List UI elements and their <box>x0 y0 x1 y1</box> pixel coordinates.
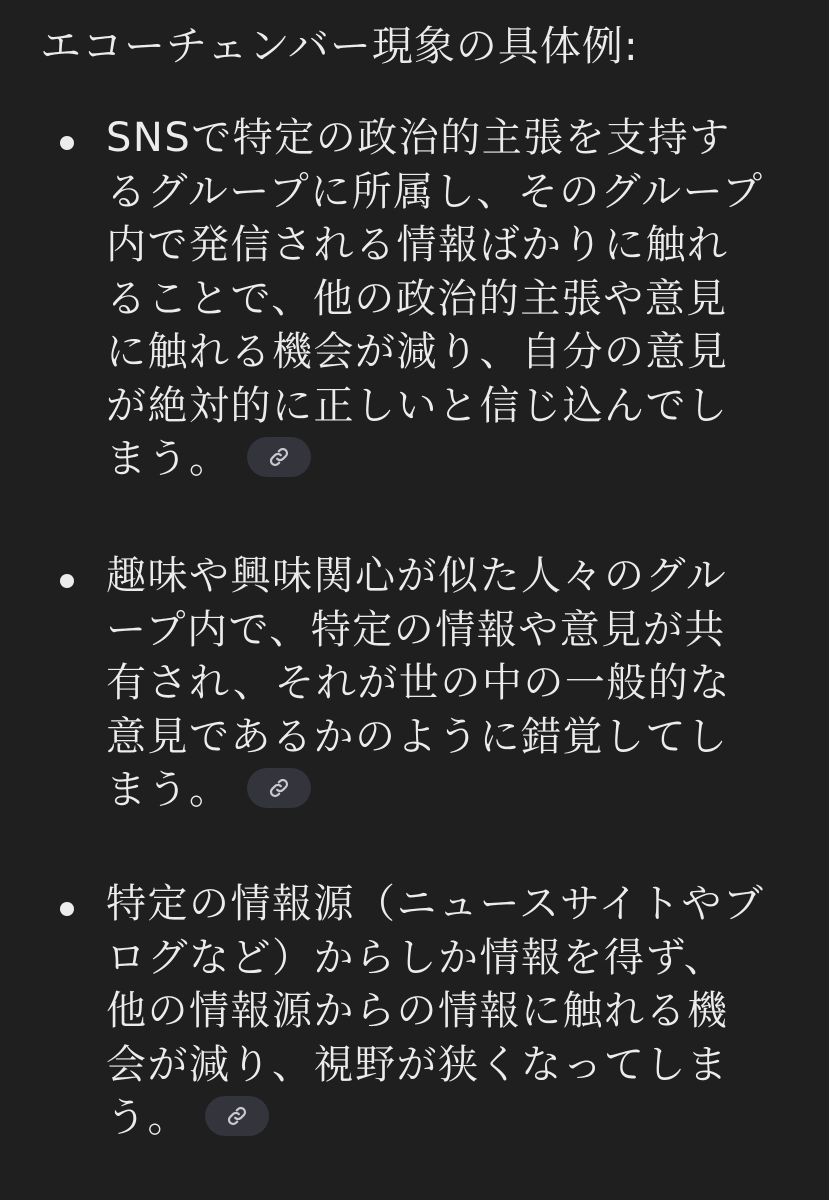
bullet-dot <box>60 902 74 916</box>
list-item-text <box>106 550 766 818</box>
link-icon <box>226 1105 248 1127</box>
list-item-body: 特定の情報源（ニュースサイトやブログなど）からしか情報を得ず、他の情報源からの情報に触れる機会が減り、視野が狭くなってしまう。 <box>106 881 765 1141</box>
bullet-dot <box>60 574 74 588</box>
source-link-button[interactable] <box>247 437 311 477</box>
source-link-button[interactable] <box>247 768 311 808</box>
link-icon <box>268 777 290 799</box>
section-heading: エコーチェンバー現象の具体例: <box>40 22 639 70</box>
bullet-dot <box>60 136 74 150</box>
list-item-text <box>106 878 766 1146</box>
list-item-text <box>106 112 766 487</box>
list-item-body: SNSで特定の政治的主張を支持するグループに所属し、そのグループ内で発信される情報ばかりに触れることで、他の政治的主張や意見に触れる機会が減り、自分の意見が絶対的に正しいと信じ込んでしまう。 <box>106 115 764 482</box>
link-icon <box>268 446 290 468</box>
list-item-body: 趣味や興味関心が似た人々のグループ内で、特定の情報や意見が共有され、それが世の中の一般的な意見であるかのように錯覚してしまう。 <box>106 553 731 813</box>
source-link-button[interactable] <box>205 1096 269 1136</box>
